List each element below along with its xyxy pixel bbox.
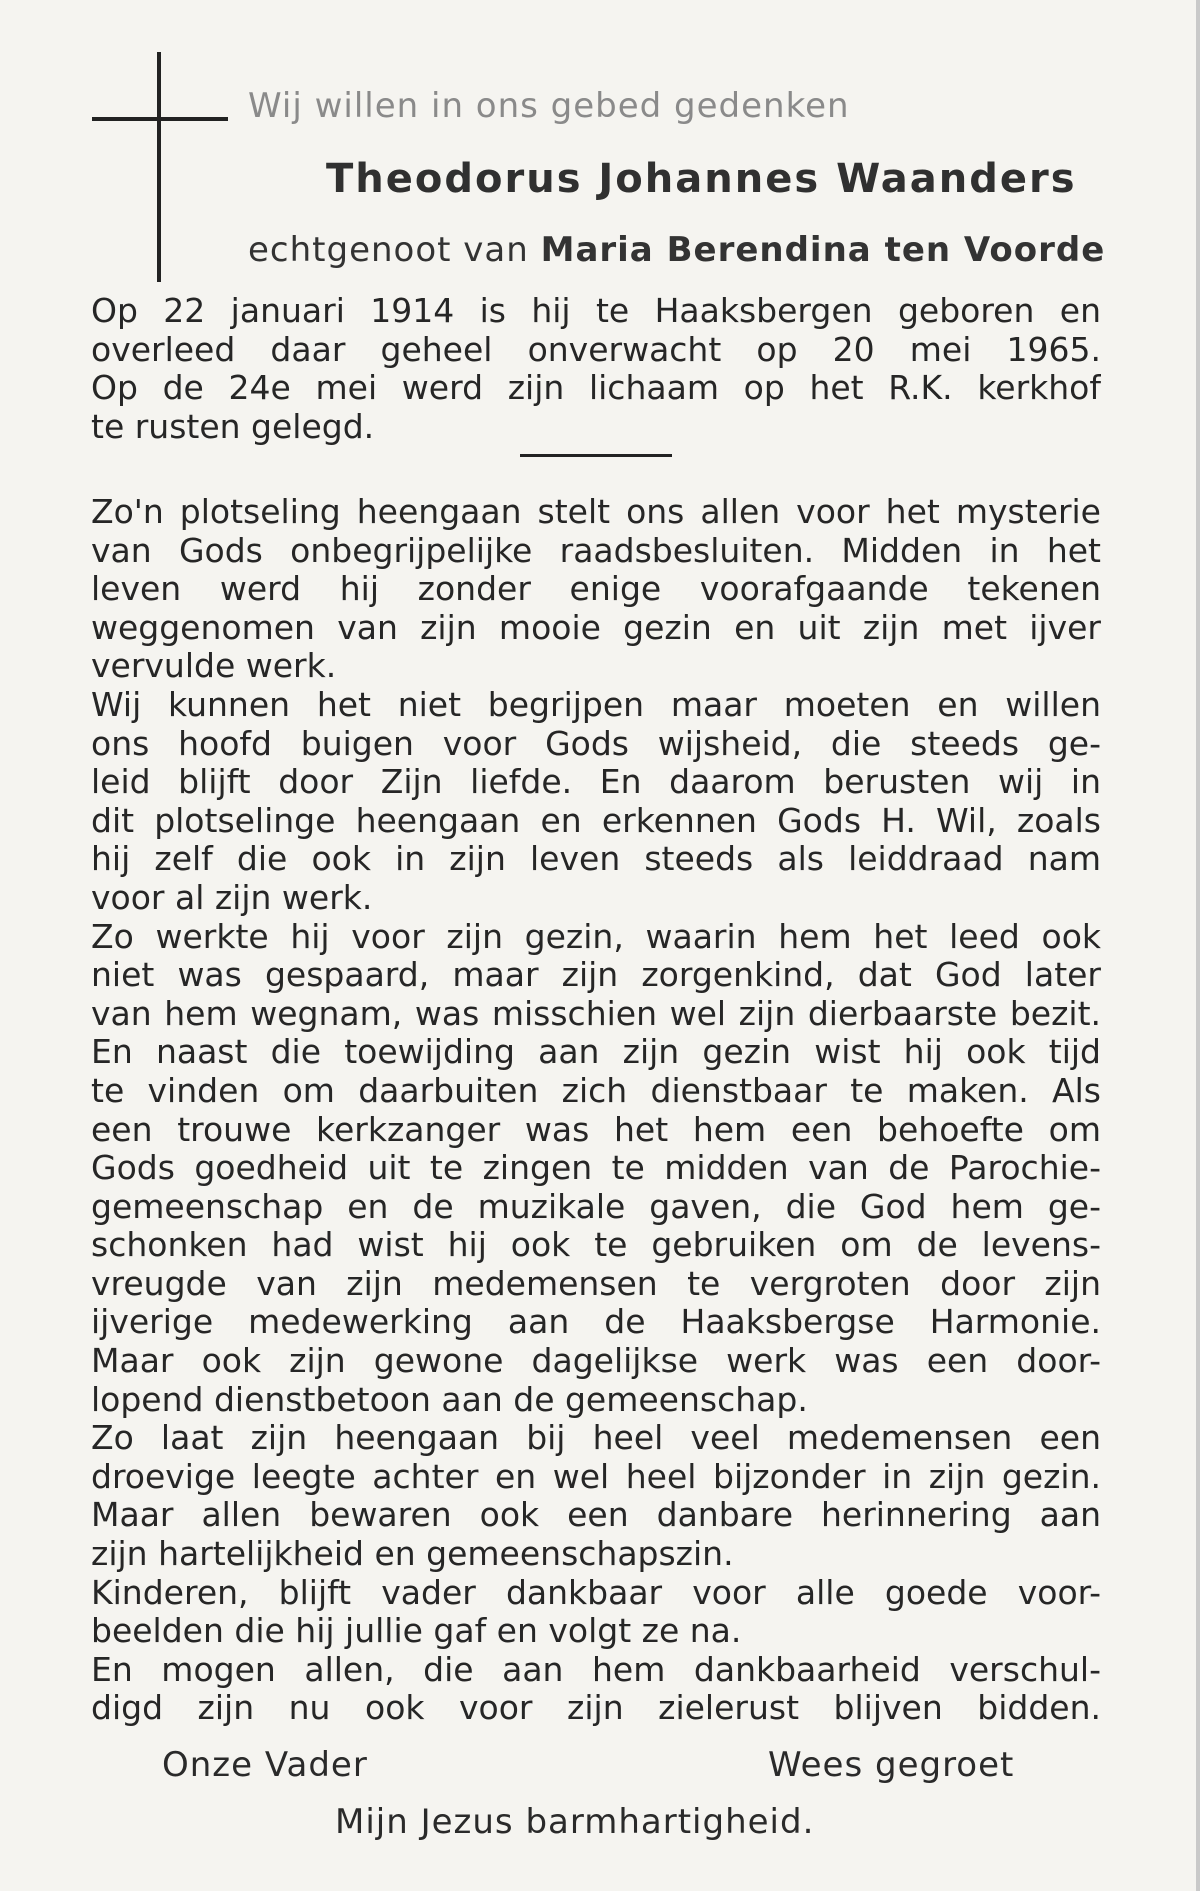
body-line: schonken had wist hij ook te gebruiken om de levens- [91,1226,1101,1265]
body-line: leven werd hij zonder enige voorafgaande tekenen [91,570,1101,609]
body-line: vreugde van zijn medemensen te vergroten door zijn [91,1264,1101,1303]
body-line: voor al zijn werk. [91,878,373,917]
body-line: droevige leegte achter en wel heel bijzonder in zijn gezin. [91,1457,1101,1496]
body-line: Kinderen, blijft vader dankbaar voor alle goede voor- [91,1573,1101,1612]
body-line: gemeenschap en de muzikale gaven, die God hem ge- [91,1187,1101,1226]
intro-line: te rusten gelegd. [91,407,375,446]
body-line: beelden die hij jullie gaf en volgt ze na. [91,1612,742,1651]
body-line: Zo'n plotseling heengaan stelt ons allen voor het mysterie [91,493,1101,531]
body-line: zijn hartelijkheid en gemeenschapszin. [91,1535,734,1574]
card-edge [1196,0,1200,1891]
body-line: ons hoofd buigen voor Gods wijsheid, die steeds ge- [91,724,1101,763]
prayer-our-father: Onze Vader [162,1745,368,1785]
intro-paragraph [91,292,1101,446]
invocation-line: Wij willen in ons gebed gedenken [248,86,850,126]
prayer-mercy: Mijn Jezus barmhartigheid. [335,1802,815,1842]
body-line: Maar allen bewaren ook een danbare herinnering aan [91,1496,1101,1535]
prayer-hail-mary: Wees gegroet [768,1745,1015,1785]
body-line: hij zelf die ook in zijn leven steeds als leiddraad nam [91,840,1101,879]
body-line: Wij kunnen het niet begrijpen maar moeten en willen [91,685,1101,724]
body-line: van Gods onbegrijpelijke raadsbesluiten. Midden in het [91,531,1101,570]
body-line: En naast die toewijding aan zijn gezin wist hij ook tijd [91,1033,1101,1072]
cross-vertical-bar [157,52,161,282]
body-line: ijverige medewerking aan de Haaksbergse Harmonie. [91,1303,1101,1342]
intro-line: Op de 24e mei werd zijn lichaam op het R.K. kerkhof [91,369,1101,408]
body-line: van hem wegnam, was misschien wel zijn dierbaarste bezit. [91,994,1101,1033]
deceased-name: Theodorus Johannes Waanders [326,156,1077,202]
body-line: digd zijn nu ook voor zijn zielerust blijven bidden. [91,1689,1101,1728]
body-line: Zo laat zijn heengaan bij heel veel medemensen een [91,1419,1101,1458]
intro-line: overleed daar geheel onverwacht op 20 mei 1965. [91,330,1101,369]
main-text [91,493,1101,1728]
body-line: leid blijft door Zijn liefde. En daarom berusten wij in [91,763,1101,802]
spouse-line [248,230,1105,270]
cross-horizontal-bar [92,117,228,121]
body-line: dit plotselinge heengaan en erkennen Gods H. Wil, zoals [91,801,1101,840]
body-line: Gods goedheid uit te zingen te midden van de Parochie- [91,1149,1101,1188]
body-line: Maar ook zijn gewone dagelijkse werk was een door- [91,1342,1101,1381]
body-line: Zo werkte hij voor zijn gezin, waarin hem het leed ook [91,917,1101,956]
body-line: weggenomen van zijn mooie gezin en uit zijn met ijver [91,608,1101,647]
spouse-name: Maria Berendina ten Voorde [540,230,1106,270]
body-line: lopend dienstbetoon aan de gemeenschap. [91,1380,808,1419]
body-line: te vinden om daarbuiten zich dienstbaar te maken. Als [91,1071,1101,1110]
body-line: een trouwe kerkzanger was het hem een behoefte om [91,1110,1101,1149]
section-divider [520,454,672,457]
body-line: vervulde werk. [91,647,337,686]
intro-line: Op 22 januari 1914 is hij te Haaksbergen geboren en [91,292,1101,330]
spouse-prefix: echtgenoot van [248,230,529,270]
body-line: En mogen allen, die aan hem dankbaarheid verschul- [91,1650,1101,1689]
body-line: niet was gespaard, maar zijn zorgenkind, dat God later [91,956,1101,995]
